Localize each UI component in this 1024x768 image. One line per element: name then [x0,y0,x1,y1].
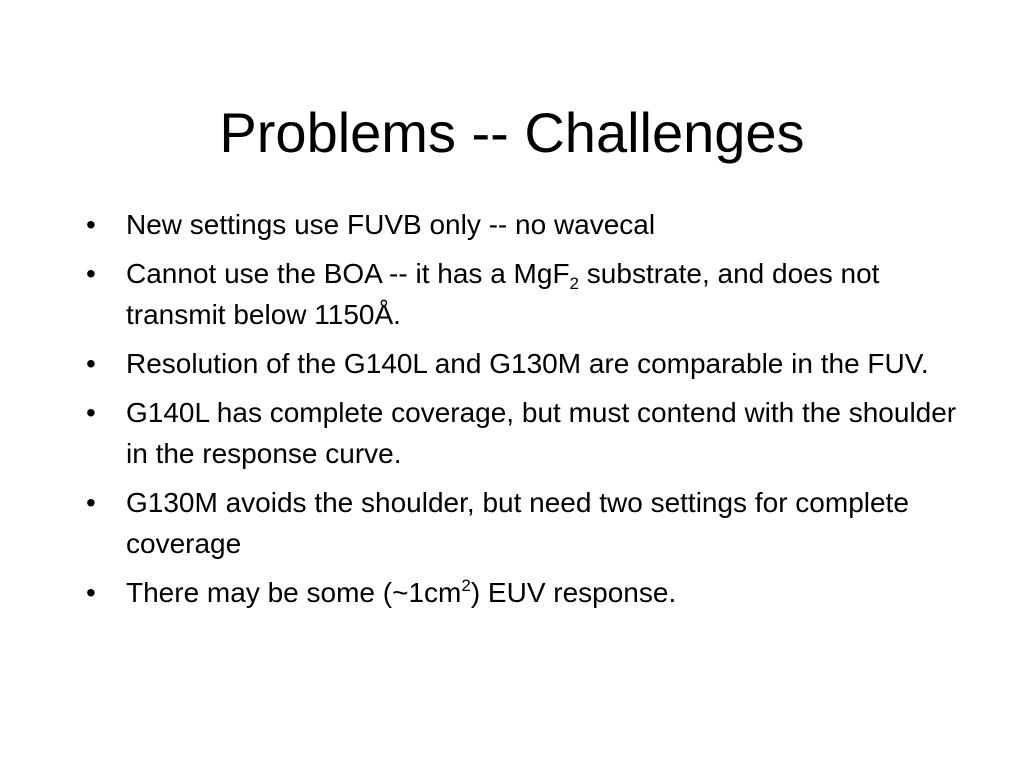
slide-title: Problems -- Challenges [219,101,805,164]
bullet-marker: • [86,487,96,518]
bullet-marker: • [86,258,96,289]
bullet-text: G140L has complete coverage, but must contend with the shoulder in the response curve. [126,397,957,469]
bullet-marker: • [86,209,96,240]
bullet-marker: • [86,397,96,428]
subscript-two: 2 [569,274,580,293]
bullet-text: G130M avoids the shoulder, but need two settings for complete coverage [126,487,909,559]
bullet-item [86,343,966,384]
bullet-text-start: There may be some (~1cm [126,577,462,608]
bullet-item [86,253,966,335]
bullet-marker: • [86,348,96,379]
bullet-text: New settings use FUVB only -- no wavecal [126,209,656,240]
bullet-item [86,204,966,245]
bullet-text-end: substrate, and does not transmit below 1150Å. [126,258,880,330]
bullet-text-end: ) EUV response. [470,577,677,608]
bullet-item [86,482,966,564]
bullet-item [86,392,966,474]
bullet-marker: • [86,577,96,608]
bullet-text-start: Cannot use the BOA -- it has a MgF [126,258,570,289]
superscript-two: 2 [461,576,471,595]
bullet-text: Resolution of the G140L and G130M are comparable in the FUV. [126,348,929,379]
bullet-item [86,572,966,613]
bullet-list [86,204,966,621]
